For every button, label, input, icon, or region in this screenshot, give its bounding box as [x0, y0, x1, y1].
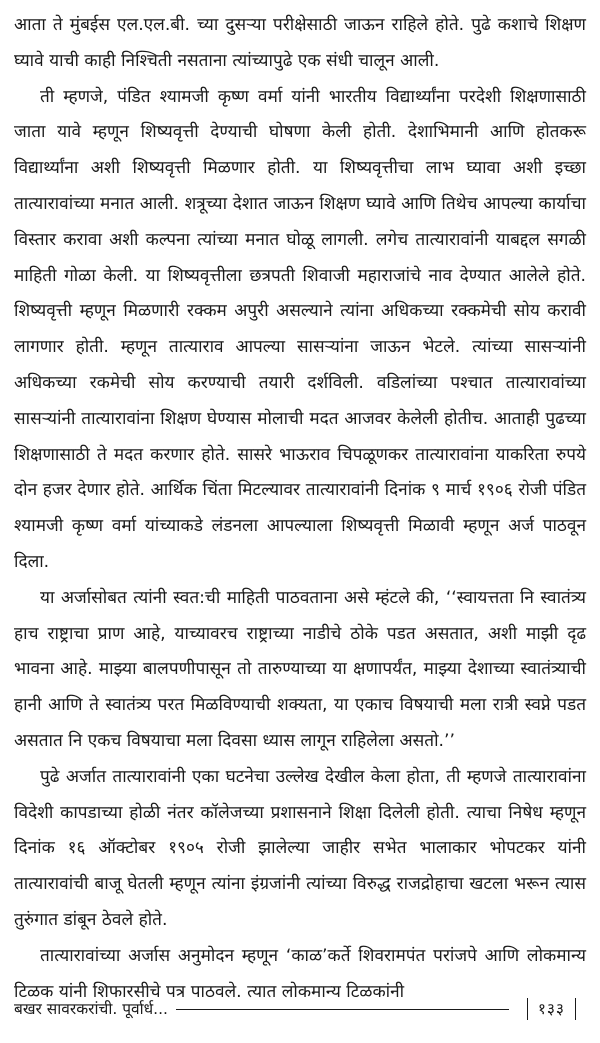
footer-book-title: बखर सावरकरांची. पूर्वार्ध...	[14, 1000, 168, 1018]
page-footer	[14, 996, 586, 1022]
page-body	[14, 8, 586, 1010]
paragraph-3: या अर्जासोबत त्यांनी स्वत:ची माहिती पाठवताना असे म्हंटले की, ‘‘स्वायत्तता नि स्वातंत्र्य हाच राष्ट्राचा प्राण आहे, याच्यावरच राष्ट्राच्या नाडीचे ठोके पडत असतात, अशी माझी दृढ भावना आहे. माझ्या बालपणीपासून तो तारुण्याच्या या क्षणापर्यंत, माझ्या देशाच्या स्वातंत्र्याची हानी आणि ते स्वातंत्र्य परत मिळविण्याची शक्यता, या एकाच विषयाची मला रात्री स्वप्ने पडत असतात नि एकच विषयाचा मला दिवसा ध्यास लागून राहिलेला असतो.’’	[14, 587, 586, 751]
paragraph-1: आता ते मुंबईस एल.एल.बी. च्या दुसऱ्या परीक्षेसाठी जाऊन राहिले होते. पुढे कशाचे शिक्षण घ्यावे याची काही निश्चिती नसताना त्यांच्यापुढे एक संधी चालून आली.	[14, 15, 586, 71]
footer-separator	[527, 998, 528, 1020]
page-number: १३३	[537, 1000, 565, 1018]
footer-separator-right	[575, 998, 576, 1020]
footer-rule	[176, 1009, 509, 1010]
paragraph-2: ती म्हणजे, पंडित श्यामजी कृष्ण वर्मा यांनी भारतीय विद्यार्थ्यांना परदेशी शिक्षणासाठी जाता यावे म्हणून शिष्यवृत्ती देण्याची घोषणा केली होती. देशाभिमानी आणि होतकरू विद्यार्थ्यांना अशी शिष्यवृत्ती मिळणार होती. या शिष्यवृत्तीचा लाभ घ्यावा अशी इच्छा तात्यारावांच्या मनात आली. शत्रूच्या देशात जाऊन शिक्षण घ्यावे आणि तिथेच आपल्या कार्याचा विस्तार करावा अशी कल्पना त्यांच्या मनात घोळू लागली. लगेच तात्यारावांनी याबद्दल सगळी माहिती गोळा केली. या शिष्यवृत्तीला छत्रपती शिवाजी महाराजांचे नाव देण्यात आलेले होते. शिष्यवृत्ती म्हणून मिळणारी रक्कम अपुरी असल्याने त्यांना अधिकच्या रक्कमेची सोय करावी लागणार होती. म्हणून तात्याराव आपल्या सासऱ्यांना जाऊन भेटले. त्यांच्या सासऱ्यांनी अधिकच्या रकमेची सोय करण्याची तयारी दर्शविली. वडिलांच्या पश्चात तात्यारावांच्या सासऱ्यांनी तात्यारावांना शिक्षण घेण्यास मोलाची मदत आजवर केलेली होतीच. आताही पुढच्या शिक्षणासाठी ते मदत करणार होते. सासरे भाऊराव चिपळूणकर तात्यारावांना याकरिता रुपये दोन हजर देणार होते. आर्थिक चिंता मिटल्यावर तात्यारावांनी दिनांक ९ मार्च १९०६ रोजी पंडित श्यामजी कृष्ण वर्मा यांच्याकडे लंडनला आपल्याला शिष्यवृत्ती मिळावी म्हणून अर्ज पाठवून दिला.	[14, 86, 586, 572]
paragraph-5: तात्यारावांच्या अर्जास अनुमोदन म्हणून ‘काळ’कर्ते शिवरामपंत परांजपे आणि लोकमान्य टिळक यांनी शिफारसीचे पत्र पाठवले. त्यात लोकमान्य टिळकांनी	[14, 945, 586, 1002]
paragraph-4: पुढे अर्जात तात्यारावांनी एका घटनेचा उल्लेख देखील केला होता, ती म्हणजे तात्यारावांना विदेशी कापडाच्या होळी नंतर कॉलेजच्या प्रशासनाने शिक्षा दिलेली होती. त्याचा निषेध म्हणून दिनांक १६ ऑक्टोबर १९०५ रोजी झालेल्या जाहीर सभेत भालाकार भोपटकर यांनी तात्यारावांची बाजू घेतली म्हणून त्यांना इंग्रजांनी त्यांच्या विरुद्ध राजद्रोहाचा खटला भरून त्यास तुरुंगात डांबून ठेवले होते.	[14, 766, 586, 930]
